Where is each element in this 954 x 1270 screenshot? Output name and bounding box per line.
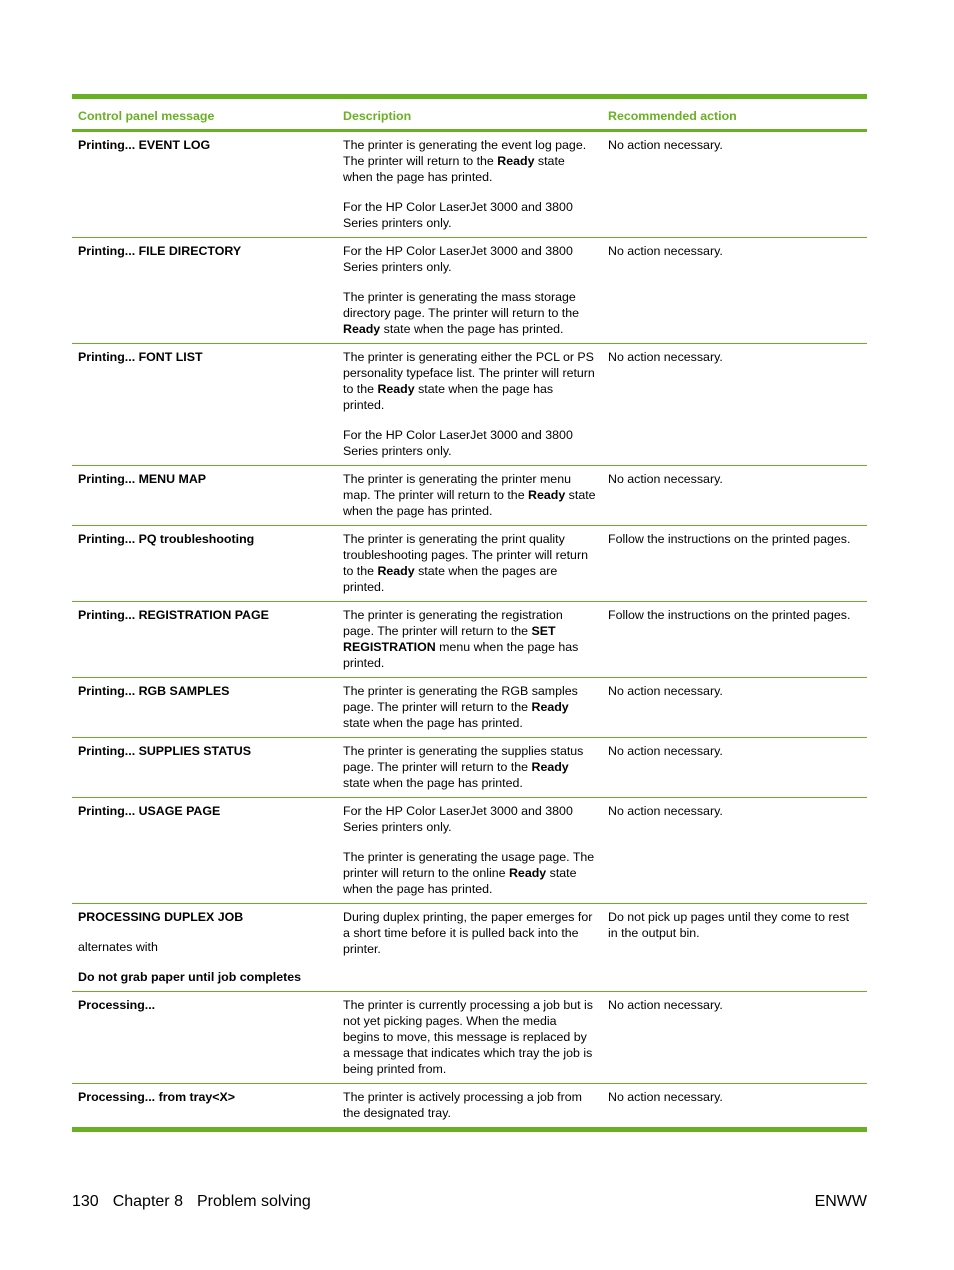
- recommended-action: Do not pick up pages until they come to rest in the output bin.: [608, 910, 850, 940]
- description-text: state when the page has printed.: [343, 382, 554, 412]
- control-panel-message-cell: [72, 798, 337, 904]
- description-emphasis: Ready: [377, 564, 415, 578]
- control-panel-message: PROCESSING DUPLEX JOB: [78, 910, 244, 924]
- control-panel-message-cell: [72, 904, 337, 992]
- table-row: [72, 992, 867, 1084]
- recommended-action: No action necessary.: [608, 472, 723, 486]
- recommended-action: Follow the instructions on the printed pages.: [608, 532, 851, 546]
- description-paragraph: [343, 349, 596, 413]
- description-cell: [337, 344, 602, 466]
- description-text: The printer is generating the mass storage directory page. The printer will return to the: [343, 290, 579, 320]
- recommended-action-cell: [602, 238, 867, 344]
- description-text: The printer is generating the printer menu map. The printer will return to the: [343, 472, 571, 502]
- control-panel-message: Printing... EVENT LOG: [78, 138, 211, 152]
- description-paragraph: [343, 289, 596, 337]
- table-row: [72, 678, 867, 738]
- table-body: [72, 131, 867, 1130]
- description-emphasis: Ready: [377, 382, 415, 396]
- recommended-action-cell: [602, 798, 867, 904]
- description-text: state when the page has printed.: [343, 716, 523, 730]
- table-row: [72, 1084, 867, 1130]
- table-header-row: [72, 97, 867, 131]
- description-text: For the HP Color LaserJet 3000 and 3800 Series printers only.: [343, 428, 573, 458]
- description-paragraph: [343, 243, 596, 275]
- control-panel-message: Printing... USAGE PAGE: [78, 804, 221, 818]
- description-text: menu when the page has printed.: [343, 640, 579, 670]
- recommended-action-cell: [602, 466, 867, 526]
- description-cell: [337, 992, 602, 1084]
- table-row: [72, 238, 867, 344]
- table-row: [72, 798, 867, 904]
- description-cell: [337, 738, 602, 798]
- control-panel-message: Printing... PQ troubleshooting: [78, 532, 255, 546]
- control-panel-message-extra: Do not grab paper until job completes: [78, 970, 302, 984]
- description-text: During duplex printing, the paper emerges for a short time before it is pulled back into the printer.: [343, 910, 593, 956]
- recommended-action-cell: [602, 738, 867, 798]
- description-text: The printer is generating the RGB samples page. The printer will return to the: [343, 684, 578, 714]
- recommended-action: No action necessary.: [608, 744, 723, 758]
- control-panel-message-cell: [72, 992, 337, 1084]
- header-control-panel-message: Control panel message: [78, 109, 215, 123]
- table-row: [72, 466, 867, 526]
- control-panel-message-cell: [72, 344, 337, 466]
- control-panel-message-cell: [72, 1084, 337, 1130]
- description-cell: [337, 131, 602, 238]
- description-cell: [337, 678, 602, 738]
- control-panel-message-extra: alternates with: [78, 940, 158, 954]
- header-recommended-action: Recommended action: [608, 109, 737, 123]
- description-cell: [337, 526, 602, 602]
- section-title: Problem solving: [196, 1193, 311, 1210]
- chapter-label: Chapter 8: [112, 1193, 183, 1210]
- control-panel-message-cell: [72, 131, 337, 238]
- description-paragraph: [343, 531, 596, 595]
- description-text: The printer is actively processing a job from the designated tray.: [343, 1090, 582, 1120]
- recommended-action-cell: [602, 904, 867, 992]
- description-text: state when the pages are printed.: [343, 564, 558, 594]
- recommended-action-cell: [602, 1084, 867, 1130]
- control-panel-message-cell: [72, 602, 337, 678]
- control-panel-message: Printing... MENU MAP: [78, 472, 207, 486]
- recommended-action: No action necessary.: [608, 1090, 723, 1104]
- description-text: state when the page has printed.: [343, 154, 565, 184]
- recommended-action-cell: [602, 602, 867, 678]
- description-text: state when the page has printed.: [343, 488, 596, 518]
- table-row: [72, 131, 867, 238]
- control-panel-message-cell: [72, 466, 337, 526]
- recommended-action: No action necessary.: [608, 244, 723, 258]
- recommended-action: No action necessary.: [608, 684, 723, 698]
- control-panel-message-cell: [72, 678, 337, 738]
- description-text: The printer is generating the supplies status page. The printer will return to the: [343, 744, 584, 774]
- description-text: For the HP Color LaserJet 3000 and 3800 Series printers only.: [343, 804, 573, 834]
- description-text: The printer is generating the print quality troubleshooting pages. The printer will return to the: [343, 532, 588, 578]
- recommended-action-cell: [602, 344, 867, 466]
- control-panel-message: Printing... FONT LIST: [78, 350, 203, 364]
- description-emphasis: Ready: [531, 700, 569, 714]
- control-panel-message: Printing... SUPPLIES STATUS: [78, 744, 252, 758]
- recommended-action: No action necessary.: [608, 350, 723, 364]
- description-emphasis: Ready: [497, 154, 535, 168]
- description-paragraph: [343, 997, 596, 1077]
- recommended-action: Follow the instructions on the printed pages.: [608, 608, 851, 622]
- description-paragraph: [343, 849, 596, 897]
- recommended-action: No action necessary.: [608, 804, 723, 818]
- description-cell: [337, 798, 602, 904]
- description-emphasis: Ready: [528, 488, 566, 502]
- description-cell: [337, 1084, 602, 1130]
- description-text: For the HP Color LaserJet 3000 and 3800 Series printers only.: [343, 200, 573, 230]
- description-emphasis: SET REGISTRATION: [343, 624, 556, 654]
- control-panel-message: Printing... FILE DIRECTORY: [78, 244, 242, 258]
- control-panel-message: Printing... RGB SAMPLES: [78, 684, 230, 698]
- recommended-action: No action necessary.: [608, 998, 723, 1012]
- description-paragraph: [343, 803, 596, 835]
- page-footer-left: [72, 1192, 311, 1212]
- message-table: [72, 94, 867, 1132]
- description-emphasis: Ready: [343, 322, 381, 336]
- recommended-action-cell: [602, 992, 867, 1084]
- description-paragraph: [343, 743, 596, 791]
- recommended-action-cell: [602, 678, 867, 738]
- description-emphasis: Ready: [508, 866, 547, 880]
- description-text: The printer is generating either the PCL or PS personality typeface list. The printer will return to the: [343, 350, 595, 396]
- description-text: The printer is generating the usage page. The printer will return to the online: [343, 850, 595, 880]
- description-text: state when the page has printed.: [343, 866, 577, 896]
- description-cell: [337, 904, 602, 992]
- table-row: [72, 904, 867, 992]
- table-row: [72, 738, 867, 798]
- recommended-action-cell: [602, 131, 867, 238]
- header-description: Description: [343, 109, 412, 123]
- description-text: For the HP Color LaserJet 3000 and 3800 Series printers only.: [343, 244, 573, 274]
- control-panel-message: Processing... from tray<X>: [78, 1090, 236, 1104]
- control-panel-message: Processing...: [78, 998, 156, 1012]
- page-number: 130: [72, 1193, 99, 1210]
- control-panel-message-cell: [72, 526, 337, 602]
- control-panel-message-cell: [72, 238, 337, 344]
- description-text: The printer is currently processing a job but is not yet picking pages. When the media begins to move, this message is replaced by a message that indicates which tray the job is being printed from.: [343, 998, 593, 1076]
- description-text: The printer is generating the event log page. The printer will return to the: [343, 138, 587, 168]
- description-paragraph: [343, 471, 596, 519]
- control-panel-message: Printing... REGISTRATION PAGE: [78, 608, 269, 622]
- recommended-action-cell: [602, 526, 867, 602]
- description-paragraph: [343, 199, 596, 231]
- description-paragraph: [343, 137, 596, 185]
- description-cell: [337, 466, 602, 526]
- description-text: state when the page has printed.: [380, 322, 564, 336]
- publisher-code: ENWW: [814, 1193, 867, 1210]
- description-paragraph: [343, 683, 596, 731]
- control-panel-message-cell: [72, 738, 337, 798]
- description-cell: [337, 238, 602, 344]
- table-row: [72, 344, 867, 466]
- table-row: [72, 526, 867, 602]
- description-paragraph: [343, 427, 596, 459]
- recommended-action: No action necessary.: [608, 138, 723, 152]
- description-text: state when the page has printed.: [343, 776, 523, 790]
- description-paragraph: [343, 909, 596, 957]
- description-paragraph: [343, 607, 596, 671]
- description-cell: [337, 602, 602, 678]
- description-paragraph: [343, 1089, 596, 1121]
- description-text: The printer is generating the registration page. The printer will return to the: [343, 608, 563, 638]
- description-emphasis: Ready: [531, 760, 569, 774]
- table-row: [72, 602, 867, 678]
- page-footer-right: [815, 1192, 867, 1212]
